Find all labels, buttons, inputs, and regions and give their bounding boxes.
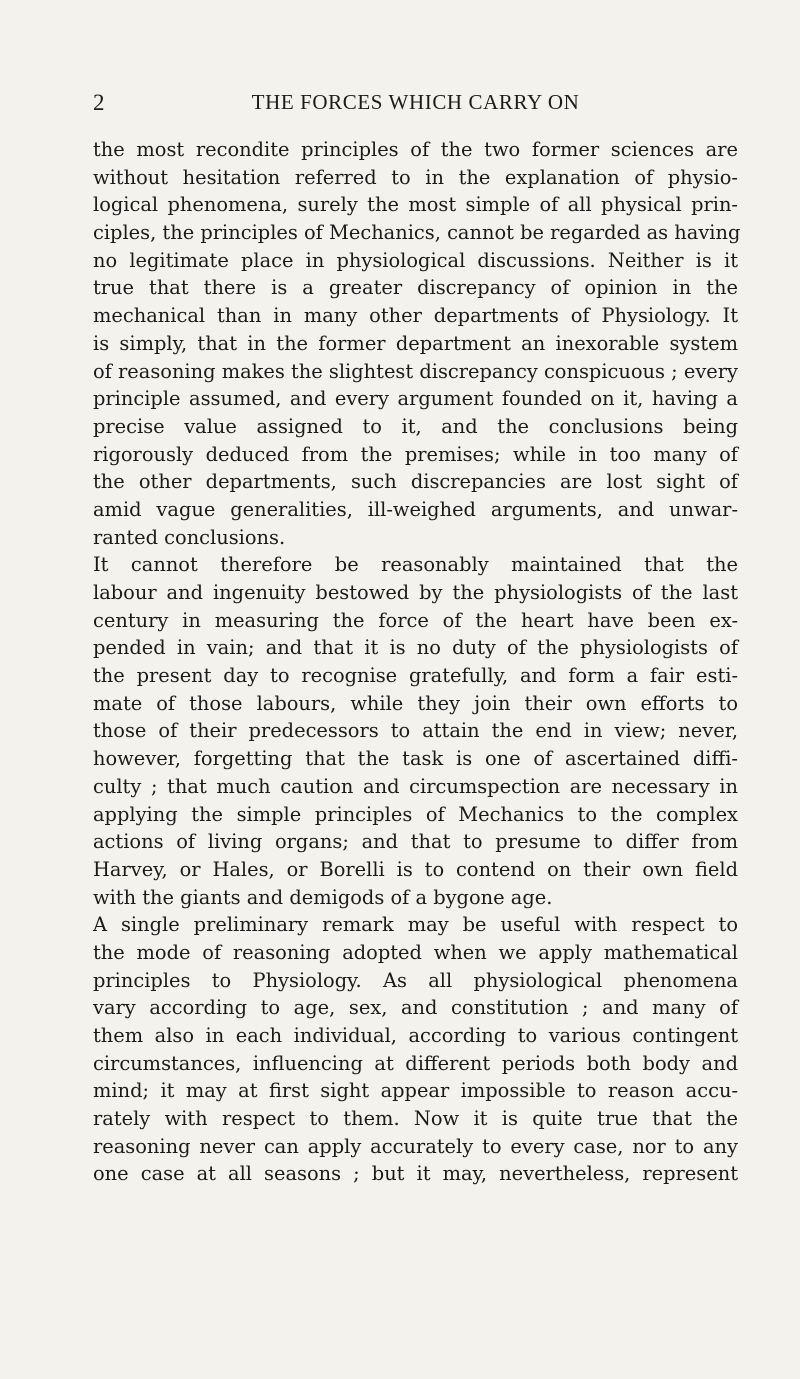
text-line: principles to Physiology. As all physiological phenomena xyxy=(93,968,738,992)
text-line: ranted conclusions. xyxy=(93,525,286,549)
text-line: logical phenomena, surely the most simple of all physical prin- xyxy=(93,193,738,217)
text-line: actions of living organs; and that to presume to differ from xyxy=(93,830,738,854)
text-line: labour and ingenuity bestowed by the physiologists of the last xyxy=(93,581,738,604)
body-text xyxy=(93,136,741,1188)
running-title: THE FORCES WHICH CARRY ON xyxy=(251,90,580,114)
text-line: is simply, that in the former department an inexorable system xyxy=(93,331,738,355)
text-line: the present day to recognise gratefully, and form a fair esti- xyxy=(93,664,738,688)
text-line: the mode of reasoning adopted when we apply mathematical xyxy=(93,940,738,964)
text-line: principle assumed, and every argument founded on it, having a xyxy=(93,387,738,411)
paragraph-start-line: It cannot therefore be reasonably maintained that the xyxy=(93,553,738,577)
text-line: the most recondite principles of the two former sciences are xyxy=(93,138,738,161)
text-line: of reasoning makes the slightest discrepancy conspicuous ; every xyxy=(93,359,738,383)
text-line: without hesitation referred to in the explanation of physio- xyxy=(93,165,738,189)
text-line: one case at all seasons ; but it may, nevertheless, represent xyxy=(93,1162,738,1186)
paragraph-start-line: A single preliminary remark may be useful with respect to xyxy=(93,913,738,937)
text-line: mate of those labours, while they join their own efforts to xyxy=(93,691,738,715)
text-line: Harvey, or Hales, or Borelli is to contend on their own field xyxy=(93,857,738,881)
text-line: amid vague generalities, ill-weighed arguments, and unwar- xyxy=(93,497,738,521)
text-line: reasoning never can apply accurately to every case, nor to any xyxy=(93,1134,738,1158)
text-line: the other departments, such discrepancies are lost sight of xyxy=(93,470,738,494)
text-line: culty ; that much caution and circumspection are necessary in xyxy=(93,774,738,798)
text-line: with the giants and demigods of a bygone age. xyxy=(93,885,553,909)
text-line: pended in vain; and that it is no duty of the physiologists of xyxy=(93,636,738,660)
text-line: mind; it may at first sight appear impossible to reason accu- xyxy=(93,1079,738,1103)
text-line: those of their predecessors to attain the end in view; never, xyxy=(93,719,738,743)
text-line: century in measuring the force of the heart have been ex- xyxy=(93,608,738,632)
text-line: precise value assigned to it, and the conclusions being xyxy=(93,414,738,438)
page-number: 2 xyxy=(93,90,105,115)
text-line: mechanical than in many other departments of Physiology. It xyxy=(93,304,738,328)
text-line: however, forgetting that the task is one of ascertained diffi- xyxy=(93,747,738,771)
text-line: rately with respect to them. Now it is quite true that the xyxy=(93,1107,738,1131)
text-line: them also in each individual, according to various contingent xyxy=(93,1024,738,1047)
text-line: rigorously deduced from the premises; while in too many of xyxy=(93,442,738,466)
running-head xyxy=(93,90,738,120)
text-line: true that there is a greater discrepancy of opinion in the xyxy=(93,276,738,300)
text-line: vary according to age, sex, and constitution ; and many of xyxy=(93,996,738,1020)
text-line: circumstances, influencing at different periods both body and xyxy=(93,1051,738,1075)
text-line: ciples, the principles of Mechanics, cannot be regarded as having xyxy=(93,221,741,245)
text-line: applying the simple principles of Mechanics to the complex xyxy=(93,802,738,826)
text-line: no legitimate place in physiological discussions. Neither is it xyxy=(93,248,738,272)
